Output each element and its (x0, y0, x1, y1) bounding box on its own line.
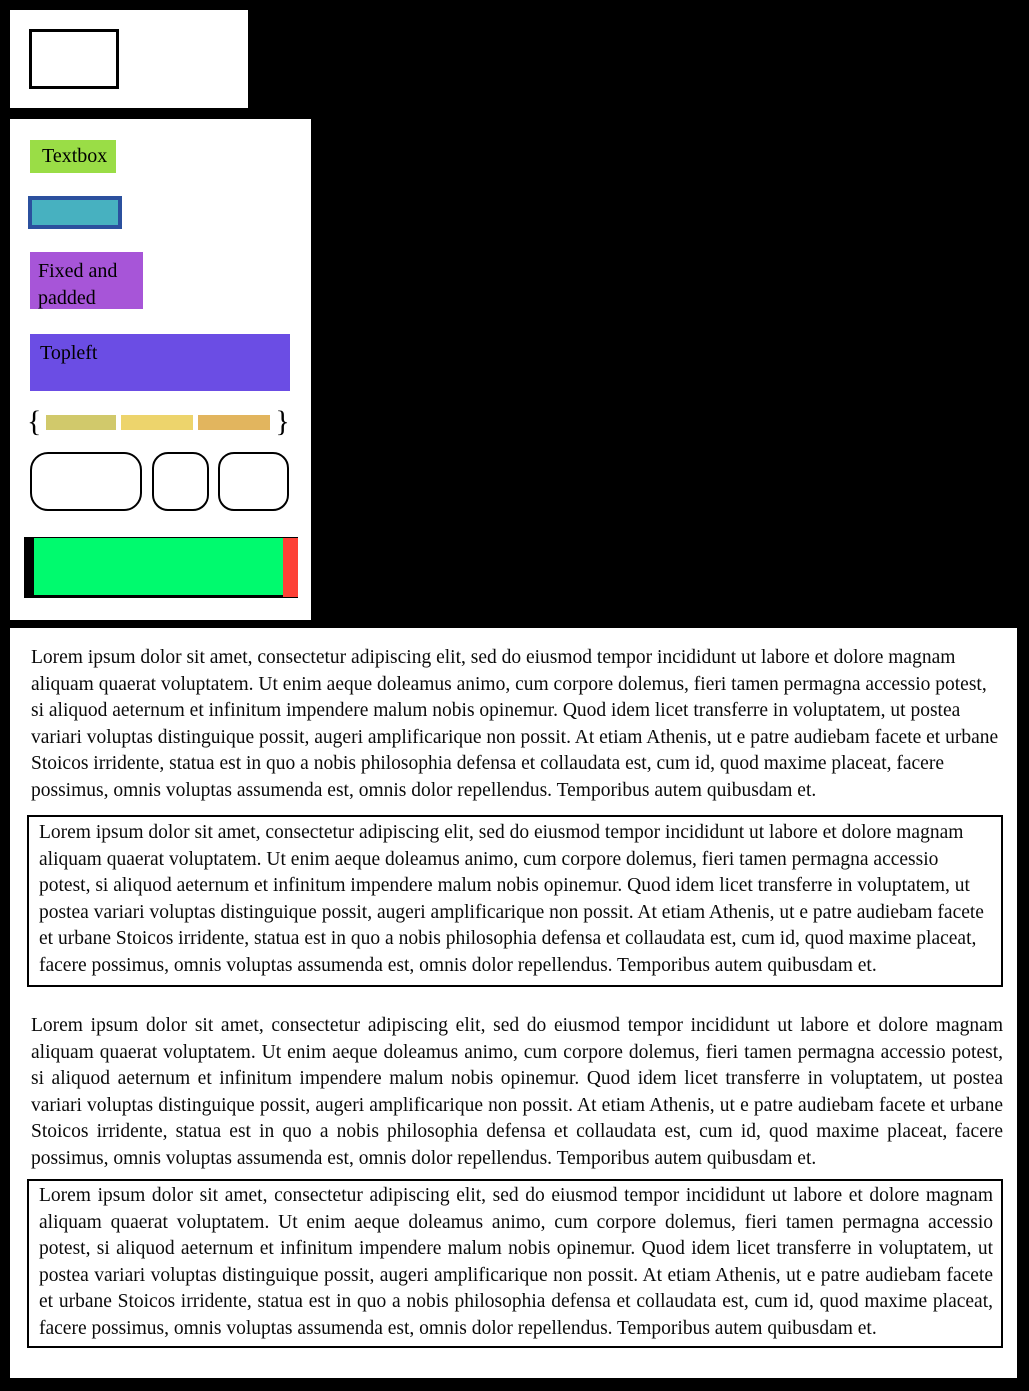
paragraph-plain: Lorem ipsum dolor sit amet, consectetur adipiscing elit, sed do eiusmod tempor incididunt ut labore et dolore magnam aliquam quaerat voluptatem. Ut enim aeque doleamus animo, cum corpore dolemus, fieri tamen permagna accessio potest, si aliquod aeternum et infinitum impendere malum nobis opinemur. Quod idem licet transferre in voluptatem, ut postea variari voluptas distinguique possit, augeri amplificarique non possit. At etiam Athenis, ut e patre audiebam facete et urbane Stoicos irridente, statua est in quo a nobis philosophia defensa et collaudata est, cum id, quod maxime placeat, facere possimus, omnis voluptas assumenda est, omnis dolor repellendus. Temporibus autem quibusdam et. (31, 647, 999, 801)
text-page (10, 628, 1017, 1378)
meter-red-cap (283, 538, 298, 597)
paragraph-box-justified (27, 1179, 1003, 1348)
paragraph-justified: Lorem ipsum dolor sit amet, consectetur adipiscing elit, sed do eiusmod tempor incididunt ut labore et dolore magnam aliquam quaerat voluptatem. Ut enim aeque doleamus animo, cum corpore dolemus, fieri tamen permagna accessio potest, si aliquod aeternum et infinitum impendere malum nobis opinemur. Quod idem licet transferre in voluptatem, ut postea variari voluptas distinguique possit, augeri amplificarique non possit. At etiam Athenis, ut e patre audiebam facete et urbane Stoicos irridente, statua est in quo a nobis philosophia defensa et collaudata est, cum id, quod maxime placeat, facere possimus, omnis voluptas assumenda est, omnis dolor repellendus. Temporibus autem quibusdam et. (31, 1015, 1003, 1169)
textbox-label: Textbox (30, 140, 116, 173)
meter-bar (24, 537, 298, 598)
close-brace: } (275, 405, 290, 438)
teal-bordered-box (28, 196, 122, 229)
paragraph-box-plain (27, 815, 1003, 987)
bordered-rectangle (29, 29, 119, 89)
braced-bars-row (27, 407, 290, 437)
yellow-bar-3 (198, 415, 270, 430)
meter-green-fill (34, 538, 283, 595)
yellow-bar-2 (121, 415, 193, 430)
rounded-rectangle-medium (218, 452, 289, 511)
fixed-padded-box: Fixed and padded (30, 252, 143, 309)
top-card-page (10, 10, 248, 108)
paragraph-boxed-justified: Lorem ipsum dolor sit amet, consectetur adipiscing elit, sed do eiusmod tempor incididunt ut labore et dolore magnam aliquam quaerat voluptatem. Ut enim aeque doleamus animo, cum corpore dolemus, fieri tamen permagna accessio potest, si aliquod aeternum et infinitum impendere malum nobis opinemur. Quod idem licet transferre in voluptatem, ut postea variari voluptas distinguique possit, augeri amplificarique non possit. At etiam Athenis, ut e patre audiebam facete et urbane Stoicos irridente, statua est in quo a nobis philosophia defensa et collaudata est, cum id, quod maxime placeat, facere possimus, omnis voluptas assumenda est, omnis dolor repellendus. Temporibus autem quibusdam et. (39, 1185, 993, 1339)
rounded-rectangle-small (152, 452, 209, 511)
topleft-box: Topleft (30, 334, 290, 391)
paragraph-boxed: Lorem ipsum dolor sit amet, consectetur adipiscing elit, sed do eiusmod tempor incididunt ut labore et dolore magnam aliquam quaerat voluptatem. Ut enim aeque doleamus animo, cum corpore dolemus, fieri tamen permagna accessio potest, si aliquod aeternum et infinitum impendere malum nobis opinemur. Quod idem licet transferre in voluptatem, ut postea variari voluptas distinguique possit, augeri amplificarique non possit. At etiam Athenis, ut e patre audiebam facete et urbane Stoicos irridente, statua est in quo a nobis philosophia defensa et collaudata est, cum id, quod maxime placeat, facere possimus, omnis voluptas assumenda est, omnis dolor repellendus. Temporibus autem quibusdam et. (39, 822, 984, 976)
rounded-rectangle-large (30, 452, 142, 511)
yellow-bar-1 (46, 415, 116, 430)
open-brace: { (27, 405, 42, 438)
widgets-page (10, 119, 311, 620)
